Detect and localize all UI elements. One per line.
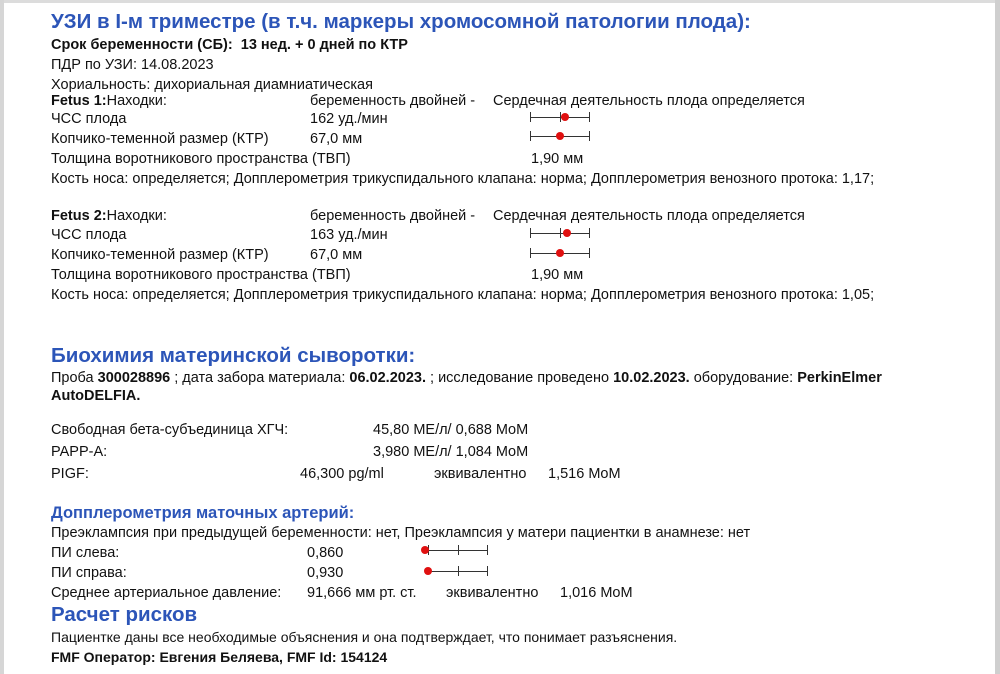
fetus-1-cardiac: Сердечная деятельность плода определяется — [493, 93, 805, 109]
equipment-label: оборудование: — [689, 370, 798, 386]
page-frame-right — [995, 0, 1000, 674]
test-date: 10.02.2023. — [613, 370, 690, 386]
hcg-value: 45,80 МЕ/л/ 0,688 MoM — [373, 422, 529, 438]
fetus-1-nt-value: 1,90 мм — [531, 151, 584, 167]
plgf-value: 46,300 pg/ml — [300, 466, 384, 482]
equipment-name: PerkinElmer — [797, 370, 882, 386]
plgf-mom: 1,516 MoM — [548, 466, 621, 482]
fetus-1-crl-range-bar — [530, 131, 590, 141]
pappa-label: PAPP-A: — [51, 444, 108, 460]
chorionicity: Хориальность: дихориальная диамниатическая — [51, 77, 373, 93]
fetus-1-nt-label: Толщина воротникового пространства (ТВП) — [51, 151, 351, 167]
fetus-2-name: Fetus 2: — [51, 208, 107, 224]
gestational-age-value: 13 нед. + 0 дней по КТР — [240, 37, 408, 53]
preeclampsia-history: Преэклампсия при предыдущей беременности: нет, Преэклампсия у матери пациентки в анамнезе: нет — [51, 525, 751, 541]
fetus-2-nt-label: Толщина воротникового пространства (ТВП) — [51, 267, 351, 283]
pi-right-range-bar — [428, 566, 488, 576]
doppler-title: Допплерометрия маточных артерий: — [51, 504, 355, 522]
fetus-1-fhr-label: ЧСС плода — [51, 111, 127, 127]
fetus-1-fhr-value: 162 уд./мин — [310, 111, 388, 127]
findings-label: Находки: — [106, 93, 167, 109]
fetus-1-extra: Кость носа: определяется; Допплерометрия трикуспидального клапана: норма; Допплерометрия венозного протока: 1,17; — [51, 171, 875, 187]
biochem-title: Биохимия материнской сыворотки: — [51, 344, 416, 367]
sample-prefix: Проба — [51, 370, 98, 386]
pappa-value: 3,980 МЕ/л/ 1,084 MoM — [373, 444, 529, 460]
fetus-2-crl-value: 67,0 мм — [310, 247, 363, 263]
fetus-2-fhr-label: ЧСС плода — [51, 227, 127, 243]
hcg-label: Свободная бета-субъединица ХГЧ: — [51, 422, 289, 438]
fetus-2-cardiac: Сердечная деятельность плода определяется — [493, 208, 805, 224]
gestational-age-label: Срок беременности (СБ): — [51, 37, 233, 53]
pi-right-label: ПИ справа: — [51, 565, 127, 581]
fetus-1-findings-label — [51, 92, 167, 110]
marker-dot-icon — [424, 567, 432, 575]
fetus-1-name: Fetus 1: — [51, 93, 107, 109]
plgf-equiv: эквивалентно — [434, 466, 527, 482]
gestational-age — [51, 36, 408, 54]
marker-dot-icon — [561, 113, 569, 121]
pi-left-label: ПИ слева: — [51, 545, 120, 561]
pi-right-value: 0,930 — [307, 565, 344, 581]
marker-dot-icon — [556, 132, 564, 140]
fetus-1-crl-label: Копчико-теменной размер (КТР) — [51, 131, 269, 147]
equipment-name-cont: AutoDELFIA. — [51, 388, 141, 404]
fetus-2-crl-range-bar — [530, 248, 590, 258]
map-equiv: эквивалентно — [446, 585, 539, 601]
pi-left-value: 0,860 — [307, 545, 344, 561]
edd: ПДР по УЗИ: 14.08.2023 — [51, 57, 214, 73]
fmf-operator: FMF Оператор: Евгения Беляева, FMF Id: 154124 — [51, 649, 388, 665]
fetus-2-findings-label — [51, 207, 167, 225]
risk-title: Расчет рисков — [51, 603, 198, 626]
fetus-1-crl-value: 67,0 мм — [310, 131, 363, 147]
fetus-1-findings-value: беременность двойней - — [310, 93, 476, 109]
test-date-label: ; исследование проведено — [425, 370, 614, 386]
findings-label: Находки: — [106, 208, 167, 224]
map-value: 91,666 мм рт. ст. — [307, 585, 417, 601]
biochem-sample-line — [51, 369, 882, 387]
marker-dot-icon — [556, 249, 564, 257]
sample-date-label: ; дата забора материала: — [170, 370, 350, 386]
pi-left-range-bar — [428, 545, 488, 555]
map-label: Среднее артериальное давление: — [51, 585, 282, 601]
fetus-2-extra: Кость носа: определяется; Допплерометрия трикуспидального клапана: норма; Допплерометрия венозного протока: 1,05; — [51, 287, 875, 303]
fetus-2-crl-label: Копчико-теменной размер (КТР) — [51, 247, 269, 263]
fetus-1-fhr-range-bar — [530, 112, 590, 122]
plgf-label: PIGF: — [51, 466, 89, 482]
page-frame-left — [0, 0, 4, 674]
marker-dot-icon — [421, 546, 429, 554]
risk-note: Пациентке даны все необходимые объяснения и она подтверждает, что понимает разъяснения. — [51, 629, 678, 645]
fetus-2-nt-value: 1,90 мм — [531, 267, 584, 283]
map-mom: 1,016 MoM — [560, 585, 633, 601]
ultrasound-title: УЗИ в I-м триместре (в т.ч. маркеры хромосомной патологии плода): — [51, 10, 751, 33]
page-frame-top — [0, 0, 1000, 3]
marker-dot-icon — [563, 229, 571, 237]
fetus-2-fhr-range-bar — [530, 228, 590, 238]
sample-date: 06.02.2023. — [349, 370, 426, 386]
fetus-2-fhr-value: 163 уд./мин — [310, 227, 388, 243]
sample-id: 300028896 — [97, 370, 171, 386]
fetus-2-findings-value: беременность двойней - — [310, 208, 476, 224]
